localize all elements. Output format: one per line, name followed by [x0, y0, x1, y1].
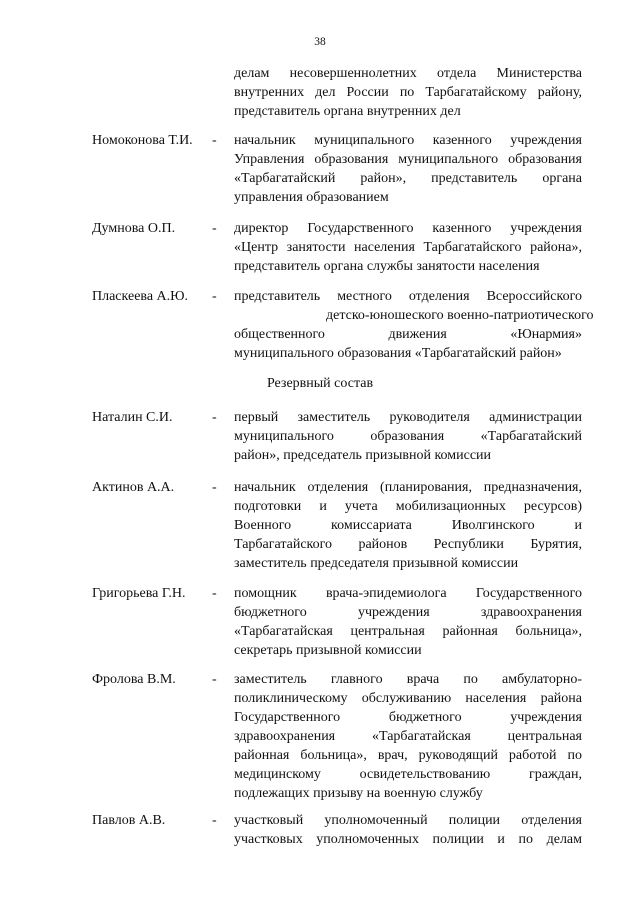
dash-separator: - — [212, 133, 217, 148]
member-name: Номоконова Т.И. — [92, 133, 193, 148]
text-line: район», председатель призывной комиссии — [234, 448, 492, 463]
text-line: представитель органа службы занятости населения — [234, 259, 540, 274]
text-line: представитель органа внутренних дел — [234, 104, 461, 119]
continuation-text — [234, 64, 582, 121]
member-name: Григорьева Г.Н. — [92, 586, 186, 601]
text-line: директор Государственного казенного учреждения — [234, 221, 582, 236]
member-name: Актинов А.А. — [92, 480, 175, 495]
text-line: помощник врача-эпидемиолога Государственного — [234, 586, 582, 601]
member-role — [234, 478, 582, 573]
text-line: медицинскому освидетельствованию граждан, — [234, 767, 582, 782]
text-line: Управления образования муниципального образования — [234, 152, 582, 167]
text-line: «Тарбагатайский район», представитель органа — [234, 171, 582, 186]
text-line: бюджетного учреждения здравоохранения — [234, 605, 582, 620]
text-line: Государственного бюджетного учреждения — [234, 710, 582, 725]
member-name: Наталин С.И. — [92, 410, 173, 425]
text-line: начальник муниципального казенного учреждения — [234, 133, 582, 148]
text-line: управления образованием — [234, 190, 389, 205]
text-line: участковых уполномоченных полиции и по делам — [234, 832, 582, 847]
member-role — [234, 584, 582, 660]
text-line: детско-юношеского военно-патриотического — [326, 308, 594, 323]
text-line: подготовки и учета мобилизационных ресурсов) — [234, 499, 582, 514]
text-line: участковый уполномоченный полиции отделения — [234, 813, 582, 828]
text-line: Военного комиссариата Иволгинского и — [234, 518, 582, 533]
text-line: общественного движения «Юнармия» — [234, 327, 582, 342]
text-line: внутренних дел России по Тарбагатайскому району, — [234, 85, 582, 100]
member-name: Павлов А.В. — [92, 813, 166, 828]
member-role — [234, 811, 582, 849]
text-line: делам несовершеннолетних отдела Министерства — [234, 66, 582, 81]
text-line: «Тарбагатайская центральная районная больница», — [234, 624, 582, 639]
member-role — [234, 408, 582, 465]
member-name: Думнова О.П. — [92, 221, 176, 236]
text-line: «Центр занятости населения Тарбагатайского района», — [234, 240, 582, 255]
text-line: заместитель председателя призывной комиссии — [234, 556, 519, 571]
text-line: представитель местного отделения Всероссийского — [234, 289, 582, 304]
member-role — [234, 219, 582, 276]
text-line: Тарбагатайского районов Республики Бурятия, — [234, 537, 582, 552]
text-line: заместитель главного врача по амбулаторно- — [234, 672, 582, 687]
text-line: здравоохранения «Тарбагатайская центральная — [234, 729, 582, 744]
text-line: подлежащих призыву на военную службу — [234, 786, 483, 801]
text-line: муниципального образования «Тарбагатайский район» — [234, 346, 562, 361]
dash-separator: - — [212, 672, 217, 687]
text-line: районная больница», врач, руководящий работой по — [234, 748, 582, 763]
text-line: первый заместитель руководителя администрации — [234, 410, 582, 425]
text-line: секретарь призывной комиссии — [234, 643, 422, 658]
reserve-heading: Резервный состав — [266, 376, 374, 391]
member-name: Фролова В.М. — [92, 672, 176, 687]
text-line: начальник отделения (планирования, предназначения, — [234, 480, 582, 495]
page-number: 38 — [314, 36, 326, 48]
dash-separator: - — [212, 586, 217, 601]
dash-separator: - — [212, 289, 217, 304]
text-line: муниципального образования «Тарбагатайский — [234, 429, 582, 444]
dash-separator: - — [212, 410, 217, 425]
member-name: Пласкеева А.Ю. — [92, 289, 189, 304]
text-line: поликлиническому обслуживанию населения района — [234, 691, 582, 706]
dash-separator: - — [212, 221, 217, 236]
member-role — [234, 670, 582, 803]
member-role — [234, 287, 594, 363]
dash-separator: - — [212, 813, 217, 828]
dash-separator: - — [212, 480, 217, 495]
member-role — [234, 131, 582, 207]
